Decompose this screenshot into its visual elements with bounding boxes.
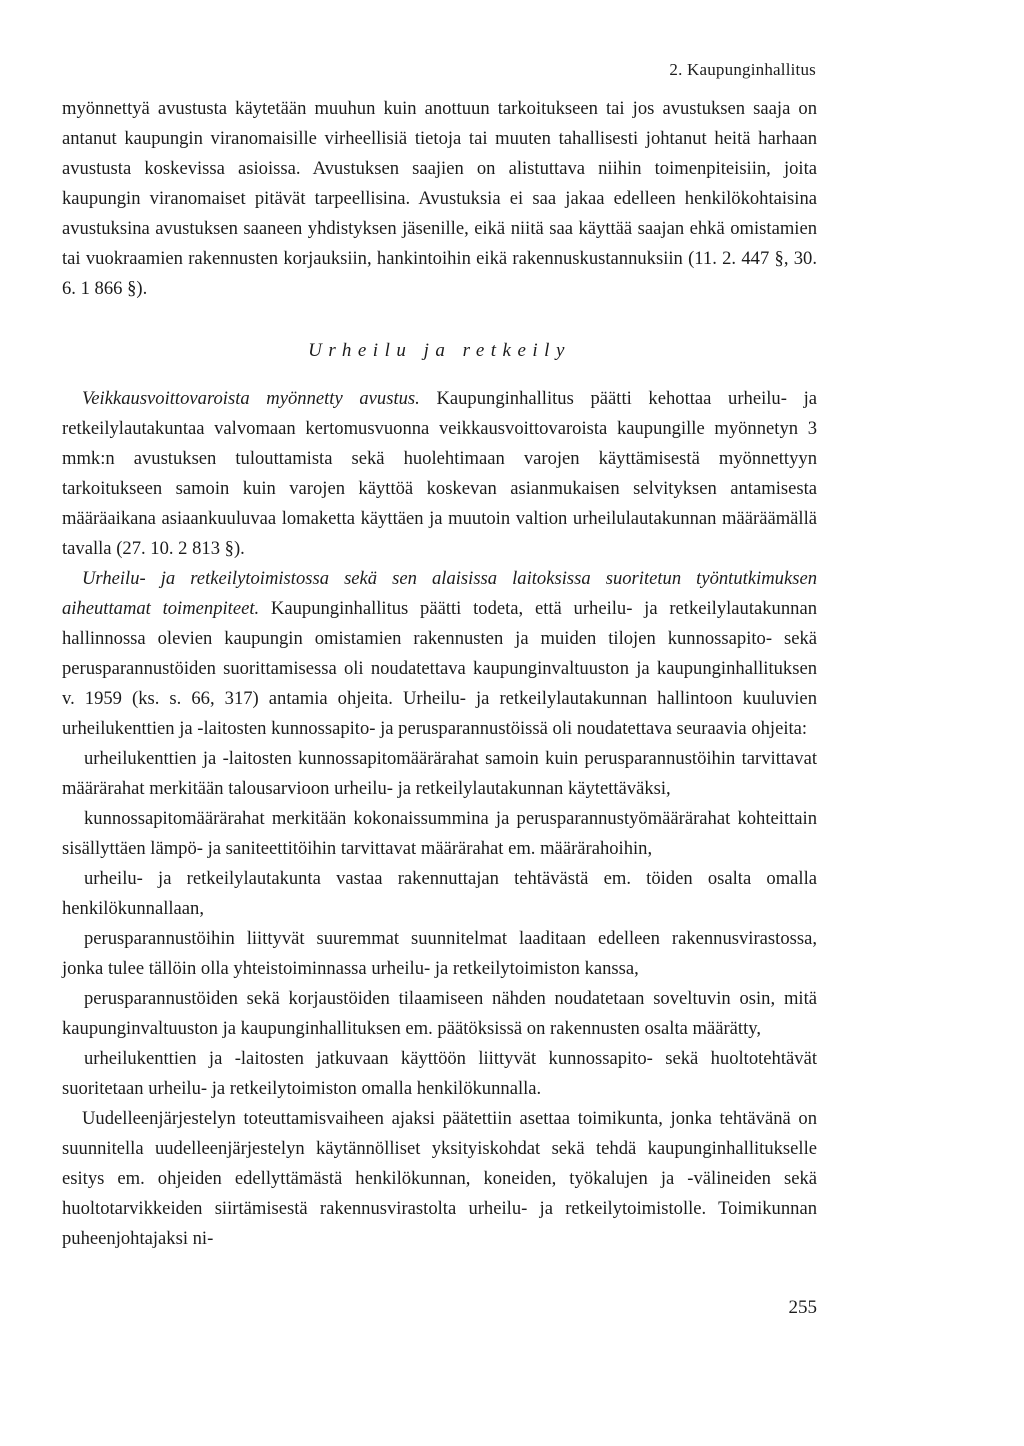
paragraph-title: Urheilu- ja retkeilytoimistossa sekä sen alaisissa laitoksissa suoritetun työntutkimuksen aiheuttamat toimenpiteet. <box>62 568 817 619</box>
body-text <box>62 94 817 1254</box>
list-item: perusparannustöihin liittyvät suuremmat suunnitelmat laaditaan edelleen rakennusvirastossa, jonka tulee tällöin olla yhteistoiminnassa urheilu- ja retkeilytoimiston kanssa, <box>62 928 817 979</box>
list-item: urheilu- ja retkeilylautakunta vastaa rakennuttajan tehtävästä em. töiden osalta omalla henkilökunnallaan, <box>62 868 817 919</box>
paragraph-reorganisation: Uudelleenjärjestelyn toteuttamisvaiheen ajaksi päätettiin asettaa toimikunta, jonka tehtävänä on suunnitella uudelleenjärjestelyn käytännölliset yksityiskohdat sekä tehdä kaupunginhallitukselle esitys em. ohjeiden edellyttämästä henkilökunnan, koneiden, työkalujen ja -välineiden sekä huoltotarvikkeiden siirtämisestä rakennusvirastolta urheilu- ja retkeilytoimistolle. Toimikunnan puheenjohtajaksi ni- <box>62 1108 817 1249</box>
paragraph-body: Kaupunginhallitus päätti todeta, että urheilu- ja retkeilylautakunnan hallinnossa olevien kaupungin omistamien rakennusten ja muiden tilojen kunnossapito- sekä perusparannustöiden suorittamisessa oli noudatettava kaupunginvaltuuston ja kaupunginhallituksen v. 1959 (ks. s. 66, 317) antamia ohjeita. Urheilu- ja retkeilylautakunnan hallintoon kuuluvien urheilukenttien ja -laitosten kunnossapito- ja perusparannustöissä oli noudatettava seuraavia ohjeita: <box>62 598 817 739</box>
paragraph-title: Veikkausvoittovaroista myönnetty avustus. <box>82 388 420 409</box>
paragraph-grant-conditions: myönnettyä avustusta käytetään muuhun kuin anottuun tarkoitukseen tai jos avustuksen saaja on antanut kaupungin viranomaisille virheellisiä tietoja tai muuten tahallisesti johtanut heitä harhaan avustusta koskevissa asioissa. Avustuksen saajien on alistuttava niihin toimenpiteisiin, joita kaupungin viranomaiset pitävät tarpeellisina. Avustuksia ei saa jakaa edelleen henkilökohtaisina avustuksina avustuksen saaneen yhdistyksen jäsenille, eikä niitä saa käyttää saajan ehkä omistamien tai vuokraamien rakennusten korjauksiin, hankintoihin eikä rakennuskustannuksiin (11. 2. 447 §, 30. 6. 1 866 §). <box>62 98 817 299</box>
list-item: urheilukenttien ja -laitosten kunnossapitomäärärahat samoin kuin perusparannustöihin tarvittavat määrärahat merkitään talousarvioon urheilu- ja retkeilylautakunnan käytettäväksi, <box>62 748 817 799</box>
paragraph-work-study <box>62 564 817 744</box>
list-item: urheilukenttien ja -laitosten jatkuvaan käyttöön liittyvät kunnossapito- sekä huoltotehtävät suoritetaan urheilu- ja retkeilytoimiston omalla henkilökunnalla. <box>62 1048 817 1099</box>
paragraph-lottery-grant <box>62 384 817 564</box>
paragraph-body: Kaupunginhallitus päätti kehottaa urheilu- ja retkeilylautakuntaa valvomaan kertomusvuonna veikkausvoittovaroista kaupungille myönnetyn 3 mmk:n avustuksen tulouttamista sekä huolehtimaan varojen käyttämisestä myönnettyyn tarkoitukseen samoin kuin varojen käyttöä koskevan asianmukaisen selvityksen antamisesta määräaikana asiaankuuluvaa lomaketta käyttäen ja muutoin valtion urheilulautakunnan määräämällä tavalla (27. 10. 2 813 §). <box>62 388 817 559</box>
page-number: 255 <box>788 1297 817 1318</box>
list-item: kunnossapitomäärärahat merkitään kokonaissummina ja perusparannustyömäärärahat kohteittain sisällyttäen lämpö- ja saniteettitöihin tarvittavat määrärahat em. määrärahoihin, <box>62 808 817 859</box>
section-heading: Urheilu ja retkeily <box>308 340 571 361</box>
list-item: perusparannustöiden sekä korjaustöiden tilaamiseen nähden noudatetaan soveltuvin osin, mitä kaupunginvaltuuston ja kaupunginhallituksen em. päätöksissä on rakennusten osalta määrätty, <box>62 988 817 1039</box>
running-header: 2. Kaupunginhallitus <box>669 60 816 79</box>
